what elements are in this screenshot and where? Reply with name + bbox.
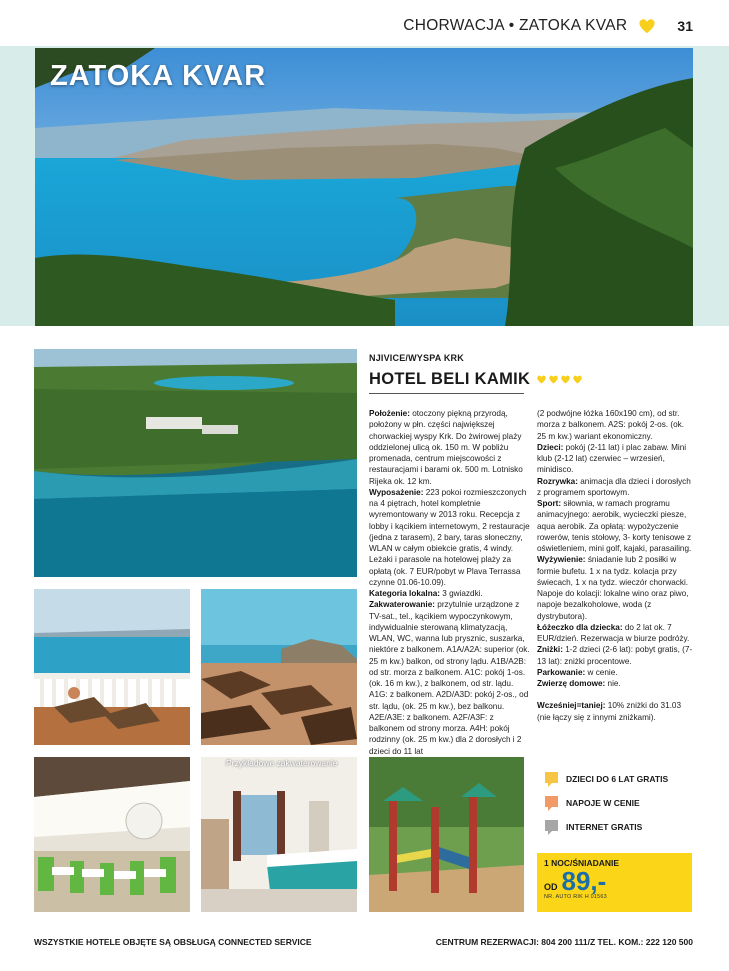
paragraph-text: przytulnie urządzone z TV-sat., tel., kącikiem wypoczynkowym, indywidualnie sterowaną klimatyzacją, WLAN, WC, wanna lub prysznic, suszarka, niektóre z balkonem. A1A/A2A: superior (ok. 25 m kw.) balkon, od strony lądu. A1B/A2B: od str. morza z balkonem. A1C: pokój 1-os. (ok. 16 m kw.), z balkonem, od str. lądu. A1G: z balkonem. A2D/A3D: pokój 2-os., od str. lądu, (ok. 25 m kw.), bez balkonu. A2E/A3E: z balkonem. A2F/A3F: z balkonem od strony morza. A4H: pokój rodzinny (ok. 25 m kw.) dla 2 dorosłych i 2 dzieci do 11 lat	[369, 600, 530, 756]
heart-icon	[536, 375, 547, 384]
paragraph-label: Wcześniej=taniej:	[537, 701, 606, 711]
paragraph-text: 3 gwiazdki.	[439, 589, 483, 598]
offer-code: NR. AUTO RIK H 01563	[544, 894, 607, 900]
paragraph-label: Sport:	[537, 499, 562, 508]
paragraph-text: pokój (2-11 lat) i plac zabaw. Mini klub (2-12 lat) czerwiec – wrzesień, minidisco.	[537, 442, 687, 475]
feature-label: DZIECI DO 6 LAT GRATIS	[566, 774, 669, 784]
hero-title: ZATOKA KVAR	[50, 60, 267, 92]
paragraph-text: otoczony piękną przyrodą, położony w płn. części największej chorwackiej wyspy Krk. Do żwirowej plaży oddzielonej ulicą ok. 150 m. W pobliżu promenada, centrum miejscowości z restauracjami i barami ok. 500 m. Lotnisko Rijeka ok. 12 km.	[369, 409, 523, 486]
hero-photo	[35, 48, 693, 326]
paragraph-continued	[537, 408, 694, 442]
paragraph-text: śniadanie lub 2 posiłki w formie bufetu. 1 x na tydz. kolacja przy świecach, 1 x na tydz. wieczór chorwacki. Napoje do kolacji: lokalne wino oraz piwo, napoje bezalkoholowe, woda (z dystrybutora).	[537, 555, 689, 621]
hotel-title	[369, 370, 583, 389]
paragraph-zakwaterowanie	[369, 599, 530, 757]
drink-icon	[543, 795, 560, 812]
heart-icon	[572, 375, 583, 384]
wifi-icon	[543, 819, 560, 836]
feature-label: INTERNET GRATIS	[566, 822, 643, 832]
restaurant-photo	[34, 757, 190, 912]
paragraph-text: (2 podwójne łóżka 160x190 cm), od str. morza z balkonem. A2S: pokój 2-os. (ok. 25 m kw.) wariant ekonomiczny.	[537, 409, 684, 441]
room-photo	[201, 757, 357, 912]
heart-icon	[560, 375, 571, 384]
paragraph-dzieci	[537, 442, 694, 476]
description-column-1	[369, 408, 530, 757]
terrace-photo	[201, 589, 357, 745]
paragraph-sport	[537, 498, 694, 554]
heart-icon	[548, 375, 559, 384]
paragraph-label: Łóżeczko dla dziecka:	[537, 622, 623, 632]
paragraph-label: Zakwaterowanie:	[369, 600, 435, 610]
paragraph-wyzywienie	[537, 554, 694, 622]
paragraph-label: Dzieci:	[537, 442, 564, 452]
balcony-photo	[34, 589, 190, 745]
feature-label: NAPOJE W CENIE	[566, 798, 640, 808]
child-icon	[543, 771, 560, 788]
paragraph-znizki	[537, 644, 694, 667]
paragraph-kategoria	[369, 588, 530, 599]
feature-drinks	[543, 791, 668, 815]
photo-caption: Przykładowe zakwaterowanie	[226, 758, 338, 768]
rating-hearts	[536, 375, 583, 384]
paragraph-lozeczko	[537, 622, 694, 645]
title-divider	[369, 393, 524, 394]
paragraph-text: siłownia, w ramach programu animacyjnego: aerobik, wycieczki piesze, aqua aerobik. Za opłatą: wypożyczenie rowerów, tenis stołowy, 3- korty tenisowe z oświetleniem, mini golf, kajaki, parasailing.	[537, 499, 692, 553]
paragraph-label: Zniżki:	[537, 645, 563, 655]
paragraph-label: Wyżywienie:	[537, 555, 586, 565]
paragraph-text: 223 pokoi rozmieszczonych na 4 piętrach, hotel kompletnie wyremontowany w 2013 roku. Recepcja z lobby i kącikiem internetowym, 2 restauracje (jedna z tarasem), 2 bary, taras słoneczny, WLAN w całym obiekcie gratis, 4 windy. Leżaki i parasole na hotelowej plaży za opłatą (ok. 7 EUR/pobyt w Plava Terrassa czynne 01.06-10.09).	[369, 487, 530, 587]
paragraph-label: Zwierzę domowe:	[537, 679, 606, 688]
hotel-name: HOTEL BELI KAMIK	[369, 370, 531, 388]
feature-internet	[543, 815, 668, 839]
price-prefix: OD	[544, 882, 558, 892]
paragraph-text: animacja dla dzieci i dorosłych z programem sportowym.	[537, 476, 691, 497]
paragraph-wyposazenie	[369, 487, 530, 588]
region-title: CHORWACJA • ZATOKA KVAR	[403, 17, 628, 34]
page-number: 31	[677, 18, 693, 34]
paragraph-zwierze	[537, 678, 694, 689]
paragraph-label: Wyposażenie:	[369, 487, 424, 497]
price-box	[537, 853, 692, 912]
paragraph-parkowanie	[537, 667, 694, 678]
paragraph-label: Kategoria lokalna:	[369, 589, 440, 598]
paragraph-text: w cenie.	[585, 667, 618, 677]
paragraph-wczesniej	[537, 700, 694, 723]
paragraph-text: do 2 lat ok. 7 EUR/dzień. Rezerwacja w biurze podróży.	[537, 622, 690, 643]
price-row	[544, 868, 685, 894]
paragraph-label: Rozrywka:	[537, 476, 578, 486]
board-plan: 1 NOC/ŚNIADANIE	[544, 858, 620, 868]
paragraph-text: nie.	[605, 679, 621, 688]
paragraph-label: Parkowanie:	[537, 667, 586, 677]
features-list	[543, 767, 668, 839]
feature-kids-free	[543, 767, 668, 791]
page-header	[403, 14, 693, 38]
playground-photo	[369, 757, 524, 912]
price-amount: 89,-	[561, 866, 607, 896]
paragraph-text: 10% zniżki do 31.03 (nie łączy się z innymi zniżkami).	[537, 701, 682, 722]
hotel-location: NJIVICE/WYSPA KRK	[369, 353, 464, 363]
hotel-aerial-photo	[34, 349, 357, 577]
footer-reservation-contact: CENTRUM REZERWACJI: 804 200 111/Z TEL. KOM.: 222 120 500	[435, 937, 693, 947]
paragraph-rozrywka	[537, 476, 694, 499]
paragraph-label: Położenie:	[369, 409, 410, 418]
description-column-2	[537, 408, 694, 723]
paragraph-text: 1-2 dzieci (2-6 lat): pobyt gratis, (7-13 lat): zniżki procentowe.	[537, 645, 693, 666]
paragraph-polozenie	[369, 408, 530, 487]
heart-icon	[637, 18, 657, 34]
footer-service-note: WSZYSTKIE HOTELE OBJĘTE SĄ OBSŁUGĄ CONNECTED SERVICE	[34, 937, 312, 947]
